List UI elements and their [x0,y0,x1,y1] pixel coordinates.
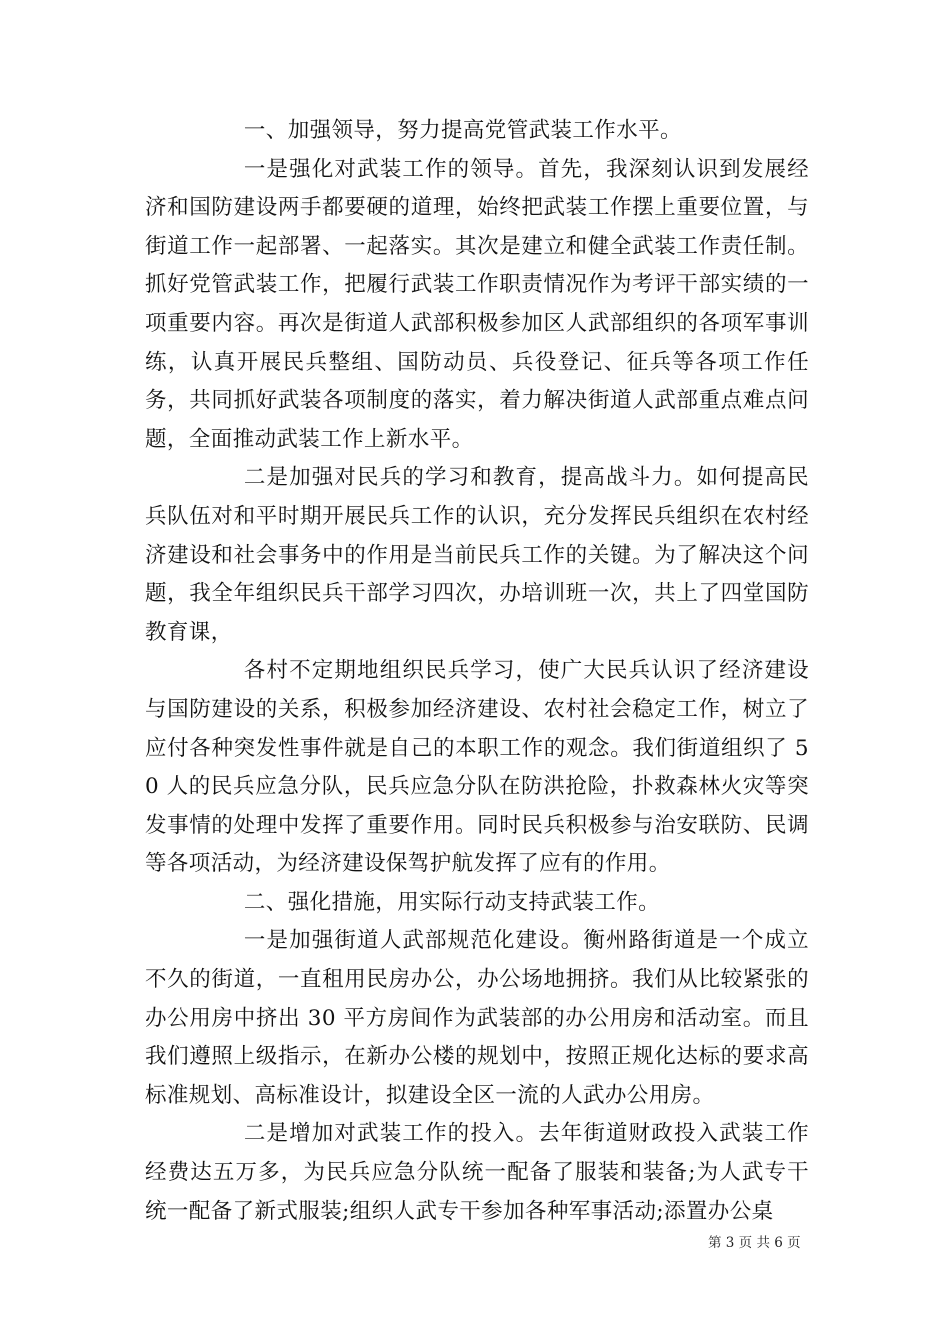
body-paragraph: 二是增加对武装工作的投入。去年街道财政投入武装工作经费达五万多，为民兵应急分队统一配备了服装和装备;为人武专干统一配备了新式服装;组织人武专干参加各种军事活动;添置办公桌 [145,1121,809,1224]
document-body [145,112,809,1231]
body-paragraph: 一是加强街道人武部规范化建设。衡州路街道是一个成立不久的街道，一直租用民房办公，办公场地拥挤。我们从比较紧张的办公用房中挤出 30 平方房间作为武装部的办公用房和活动室。而且我们遵照上级指示，在新办公楼的规划中，按照正规化达标的要求高标准规划、高标准设计，拟建设全区一流的人武办公用房。 [145,928,809,1108]
body-paragraph: 各村不定期地组织民兵学习，使广大民兵认识了经济建设与国防建设的关系，积极参加经济建设、农村社会稳定工作，树立了应付各种突发性事件就是自己的本职工作的观念。我们街道组织了 50 人的民兵应急分队，民兵应急分队在防洪抢险，扑救森林火灾等突发事情的处理中发挥了重要作用。同时民兵积极参与治安联防、民调等各项活动，为经济建设保驾护航发挥了应有的作用。 [145,658,809,877]
page-number-footer: 第 3 页 共 6 页 [708,1235,801,1251]
body-paragraph: 二是加强对民兵的学习和教育，提高战斗力。如何提高民兵队伍对和平时期开展民兵工作的认识，充分发挥民兵组织在农村经济建设和社会事务中的作用是当前民兵工作的关键。为了解决这个问题，我全年组织民兵干部学习四次，办培训班一次，共上了四堂国防教育课， [145,465,809,645]
section-heading-2: 二、强化措施，用实际行动支持武装工作。 [243,889,660,915]
section-heading-1: 一、加强领导，努力提高党管武装工作水平。 [243,118,682,143]
body-paragraph: 一是强化对武装工作的领导。首先，我深刻认识到发展经济和国防建设两手都要硬的道理，始终把武装工作摆上重要位置，与街道工作一起部署、一起落实。其次是建立和健全武装工作责任制。抓好党管武装工作，把履行武装工作职责情况作为考评干部实绩的一项重要内容。再次是街道人武部积极参加区人武部组织的各项军事训练，认真开展民兵整组、国防动员、兵役登记、征兵等各项工作任务，共同抓好武装各项制度的落实，着力解决街道人武部重点难点问题，全面推动武装工作上新水平。 [145,156,809,452]
